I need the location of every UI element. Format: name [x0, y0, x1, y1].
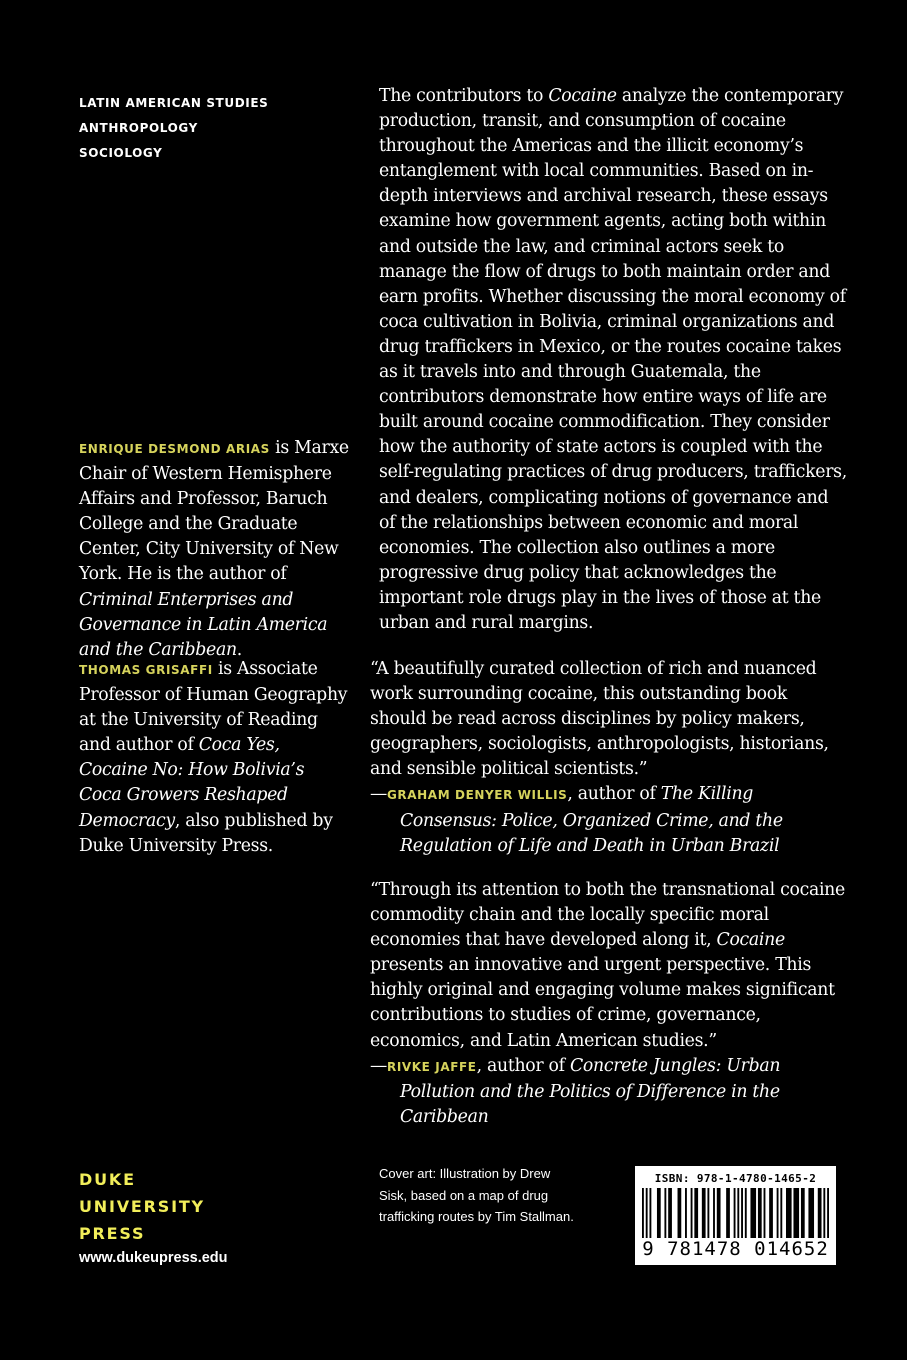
author-of-text: , author of: [476, 1055, 570, 1076]
author-of-text: , author of: [567, 784, 661, 805]
endorser-book-title: The Killing Consensus: Police, Organized Crime, and the Regulation of Life and Death in Urban Brazil: [400, 784, 783, 856]
editor-bio-grisaffi: [79, 657, 351, 859]
barcode-bar: [678, 1188, 682, 1238]
barcode-bar: [702, 1188, 706, 1238]
barcode-bar: [769, 1188, 773, 1238]
editor-name: THOMAS GRISAFFI: [79, 663, 213, 677]
barcode-bar: [793, 1188, 799, 1238]
em-dash: —: [370, 784, 387, 805]
em-dash: —: [370, 1055, 387, 1076]
subject-categories: [79, 91, 339, 166]
barcode-digits: 9 781478 014652: [642, 1238, 829, 1260]
barcode-bar: [823, 1188, 825, 1238]
barcode-bar: [827, 1188, 829, 1238]
publisher-line-3: PRESS: [79, 1224, 146, 1243]
quote-pre: “Through its attention to both the transnational cocaine commodity chain and the locally specific moral economies that have developed along it,: [370, 880, 845, 951]
barcode-bar: [808, 1188, 814, 1238]
endorsement-attribution: [370, 782, 845, 858]
publisher-logo: [79, 1166, 205, 1247]
endorser-name: RIVKE JAFFE: [386, 1059, 477, 1074]
barcode-bar: [737, 1188, 739, 1238]
subject-sociology: SOCIOLOGY: [79, 146, 163, 160]
quote-title: Cocaine: [716, 930, 785, 951]
barcode-bar: [717, 1188, 721, 1238]
barcode-bar: [691, 1188, 693, 1238]
bio-tail: , also published by Duke University Press.: [79, 810, 333, 856]
barcode-bar: [707, 1188, 709, 1238]
bio-text: is Associate Professor of Human Geography at the University of Reading and author of: [79, 659, 348, 756]
barcode-bar: [780, 1188, 782, 1238]
publisher-line-2: UNIVERSITY: [79, 1197, 205, 1216]
barcode-bar: [657, 1188, 661, 1238]
description-title: Cocaine: [548, 86, 617, 106]
endorser-name: GRAHAM DENYER WILLIS: [386, 788, 568, 803]
barcode-bar: [750, 1188, 756, 1238]
barcode-bar: [726, 1188, 730, 1238]
subject-latin-american-studies: LATIN AMERICAN STUDIES: [79, 96, 269, 110]
barcode-bar: [685, 1188, 687, 1238]
endorsement-quote: [370, 878, 845, 1054]
endorser-book-title: Concrete Jungles: Urban Pollution and the Politics of Difference in the Caribbean: [400, 1055, 781, 1127]
bio-book-title: Coca Yes, Cocaine No: How Bolivia’s Coca Growers Reshaped Democracy: [79, 735, 305, 831]
barcode-bar: [649, 1188, 651, 1238]
bio-book-title: Criminal Enterprises and Governance in Latin America and the Caribbean: [79, 589, 328, 660]
barcode-bar: [764, 1188, 766, 1238]
barcode-bar: [713, 1188, 715, 1238]
barcode-bar: [668, 1188, 672, 1238]
publisher-line-1: DUKE: [79, 1170, 136, 1189]
barcode-bar: [818, 1188, 822, 1238]
endorsement-jaffe: [370, 878, 845, 1130]
editor-name: ENRIQUE DESMOND ARIAS: [79, 442, 270, 456]
barcode-bar: [801, 1188, 805, 1238]
description-seg1: The contributors to: [379, 86, 549, 106]
bio-text: is Marxe Chair of Western Hemisphere Affairs and Professor, Baruch College and the Graduate Center, City University of New York. He is the author of: [79, 438, 349, 585]
isbn-label: ISBN: 978-1-4780-1465-2: [654, 1172, 817, 1185]
book-description: [379, 84, 849, 636]
barcode-bar: [642, 1188, 644, 1238]
isbn-barcode: [635, 1166, 836, 1265]
cover-art-credit: Cover art: Illustration by Drew Sisk, based on a map of drug trafficking routes by Tim Stallman.: [379, 1166, 574, 1224]
barcode-bar: [745, 1188, 747, 1238]
endorsement-attribution: [370, 1054, 845, 1130]
publisher-url[interactable]: www.dukeupress.edu: [79, 1250, 228, 1266]
quote-post: presents an innovative and urgent perspective. This highly original and engaging volume makes significant contributions to studies of crime, governance, economics, and Latin American studies.”: [370, 955, 835, 1051]
barcode-bar: [777, 1188, 779, 1238]
barcode-bar: [734, 1188, 736, 1238]
barcode-bar: [741, 1188, 743, 1238]
editor-bio-arias: [79, 436, 351, 663]
endorsement-willis: [370, 657, 845, 859]
endorsement-quote: “A beautifully curated collection of rich and nuanced work surrounding cocaine, this outstanding book should be read across disciplines by policy makers, geographers, sociologists, anthropologists, historians, and sensible political scientists.”: [370, 659, 829, 780]
barcode-bar: [664, 1188, 666, 1238]
barcode-bar: [758, 1188, 762, 1238]
barcode-bar: [786, 1188, 792, 1238]
description-seg2: analyze the contemporary production, transit, and consumption of cocaine throughout the Americas and the illicit economy’s entanglement with local communities. Based on in-depth interviews and archival research, these essays examine how government agents, acting both within and outside the law, and criminal actors seek to manage the flow of drugs to both maintain order and earn profits. Whether discussing the moral economy of coca cultivation in Bolivia, criminal organizations and drug traffickers in Mexico, or the routes cocaine takes as it travels into and through Guatemala, the contributors demonstrate how entire ways of life are built around cocaine commodification. They consider how the authority of state actors is coupled with the self-regulating practices of drug producers, traffickers, and dealers, complicating notions of governance and of the relationships between economic and moral economies. The collection also outlines a more progressive drug policy that acknowledges the important role drugs play in the lives of those at the urban and rural margins.: [379, 86, 847, 633]
bio-tail: .: [236, 639, 242, 660]
subject-anthropology: ANTHROPOLOGY: [79, 121, 198, 135]
barcode-bar: [646, 1188, 648, 1238]
barcode-bars: [642, 1188, 829, 1238]
barcode-bar: [694, 1188, 698, 1238]
